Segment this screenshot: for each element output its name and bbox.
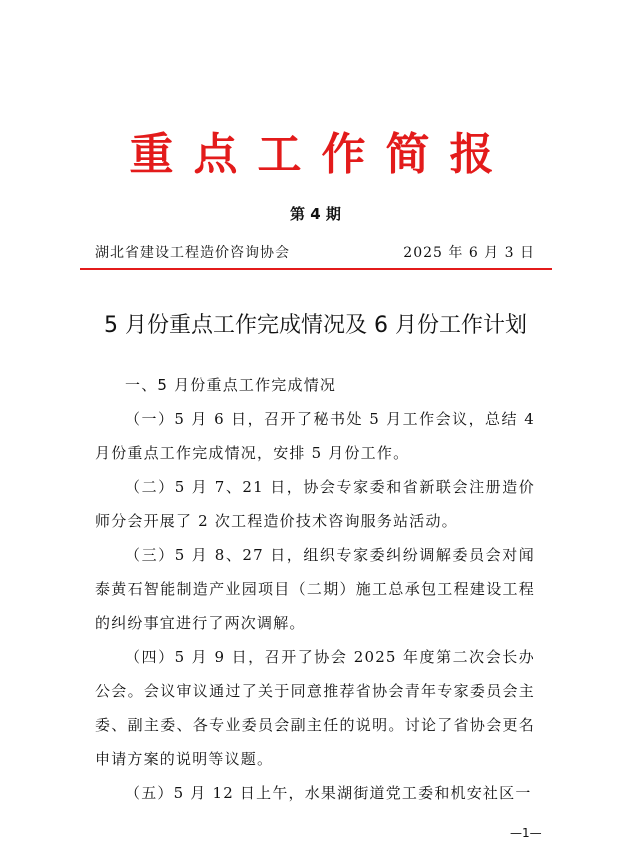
paragraph-3: （三）5 月 8、27 日，组织专家委纠纷调解委员会对闻泰黄石智能制造产业园项目（二期）施工总承包工程建设工程的纠纷事宜进行了两次调解。: [95, 546, 535, 632]
document-body: [95, 368, 535, 810]
paragraph-1: （一）5 月 6 日，召开了秘书处 5 月工作会议，总结 4 月份重点工作完成情况，安排 5 月份工作。: [95, 410, 535, 462]
masthead-title: 重点工作简报: [129, 129, 514, 180]
paragraph-5: （五）5 月 12 日上午，水果湖街道党工委和机安社区一: [125, 784, 532, 802]
organization-name: 湖北省建设工程造价咨询协会: [95, 245, 290, 261]
document-title: 5 月份重点工作完成情况及 6 月份工作计划: [104, 313, 527, 338]
header-divider: [80, 268, 552, 270]
header-meta-row: [95, 242, 535, 262]
section-heading: 一、5 月份重点工作完成情况: [125, 376, 337, 394]
issue-number: 第 4 期: [290, 205, 341, 223]
paragraph-2: （二）5 月 7、21 日，协会专家委和省新联会注册造价师分会开展了 2 次工程造价技术咨询服务站活动。: [95, 478, 535, 530]
page-number: —1—: [510, 826, 542, 840]
issue-date: 2025 年 6 月 3 日: [403, 245, 535, 261]
paragraph-4: （四）5 月 9 日，召开了协会 2025 年度第二次会长办公会。会议审议通过了关于同意推荐省协会青年专家委员会主委、副主委、各专业委员会副主任的说明。讨论了省协会更名申请方案的说明等议题。: [95, 648, 535, 768]
